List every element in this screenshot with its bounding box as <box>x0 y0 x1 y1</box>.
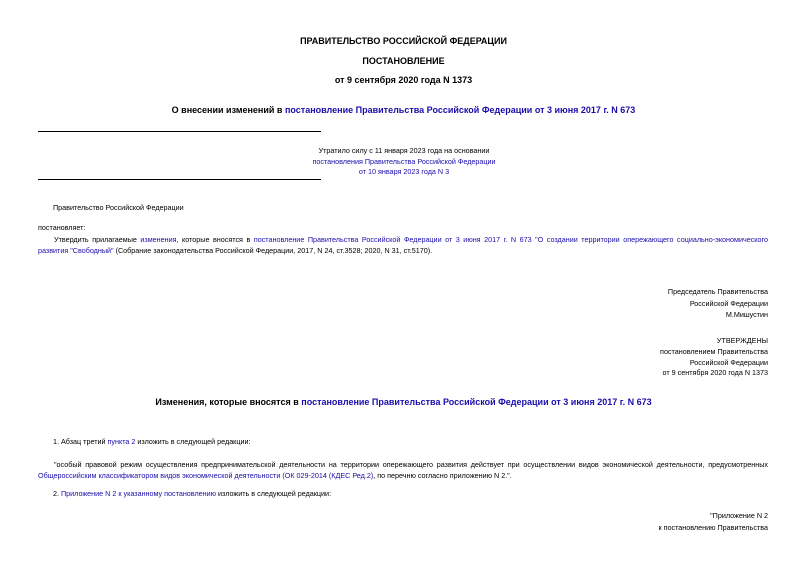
document-date-number: от 9 сентября 2020 года N 1373 <box>334 75 473 85</box>
body-paragraph-text: , которые вносятся в <box>176 235 254 244</box>
repeal-notice-line: Утратило силу с 11 января 2023 года на основании <box>318 146 490 155</box>
changes-link[interactable]: изменения <box>140 235 177 244</box>
appendix-subtitle: к постановлению Правительства <box>658 522 768 532</box>
body-government: Правительство Российской Федерации <box>53 203 184 212</box>
approved-line: постановлением Правительства <box>660 346 768 356</box>
approved-line: от 9 сентября 2020 года N 1373 <box>662 368 768 378</box>
changes-title-prefix: Изменения, которые вносятся в <box>155 397 302 407</box>
change-item-text: 1. Абзац третий <box>53 437 108 446</box>
signature-country: Российской Федерации <box>689 298 768 308</box>
change-item-2 <box>53 490 331 497</box>
body-paragraph-text: (Собрание законодательства Российской Федерации, 2017, N 24, ст.3528; 2020, N 31, ст.5170). <box>113 245 433 255</box>
quoted-text: , по перечню согласно приложению N 2.". <box>373 470 512 480</box>
body-resolves: постановляет: <box>38 223 86 232</box>
approved-heading: УТВЕРЖДЕНЫ <box>716 336 768 345</box>
quoted-text: "особый правовой режим осуществления предпринимательской деятельности на территории опережающего развития действует при осуществлении видов экономической деятельности, предусмотренных <box>54 460 768 469</box>
changes-title-link[interactable]: постановление Правительства Российской Федерации от 3 июня 2017 г. N 673 <box>301 397 652 407</box>
repeal-notice <box>300 146 508 178</box>
change-item-text: изложить в следующей редакции: <box>135 437 251 446</box>
quoted-paragraph <box>38 460 768 482</box>
document-title-prefix: О внесении изменений в <box>171 105 285 115</box>
document-title <box>0 106 807 115</box>
resolution-673-link[interactable]: постановление Правительства Российской Федерации от 3 июня 2017 г. N 673 "О создании территории опережающего социально-экономического развития "Свободный" <box>38 235 768 255</box>
point-2-link[interactable]: пункта 2 <box>107 437 136 446</box>
signature-name: М.Мишустин <box>725 310 768 319</box>
signature-position: Председатель Правительства <box>667 287 768 296</box>
appendix-heading <box>500 510 768 533</box>
approved-block <box>500 336 768 379</box>
repeal-notice-link[interactable]: постановления Правительства Российской Федерации <box>312 156 496 166</box>
body-paragraph-text: Утвердить прилагаемые <box>54 235 141 244</box>
change-item-text: изложить в следующей редакции: <box>216 489 332 498</box>
body-paragraph <box>38 235 768 256</box>
government-heading: ПРАВИТЕЛЬСТВО РОССИЙСКОЙ ФЕДЕРАЦИИ <box>300 36 507 46</box>
signature-block <box>500 286 768 321</box>
appendix-2-link[interactable]: Приложение N 2 к указанному постановлению <box>61 489 217 498</box>
change-item-1 <box>53 438 250 445</box>
changes-title <box>0 398 807 407</box>
divider-top <box>38 131 321 132</box>
document-title-link[interactable]: постановление Правительства Российской Федерации от 3 июня 2017 г. N 673 <box>284 105 636 115</box>
appendix-title: "Приложение N 2 <box>710 511 768 520</box>
change-item-text: 2. <box>53 489 61 498</box>
okved-classifier-link[interactable]: Общероссийским классификатором видов экономической деятельности (ОК 029-2014 (КДЕС Ред.2) <box>38 470 374 480</box>
document-type: ПОСТАНОВЛЕНИЕ <box>362 56 445 66</box>
repeal-notice-date-link[interactable]: от 10 января 2023 года N 3 <box>358 167 450 176</box>
divider-bottom <box>38 179 321 180</box>
approved-line: Российской Федерации <box>689 357 768 367</box>
